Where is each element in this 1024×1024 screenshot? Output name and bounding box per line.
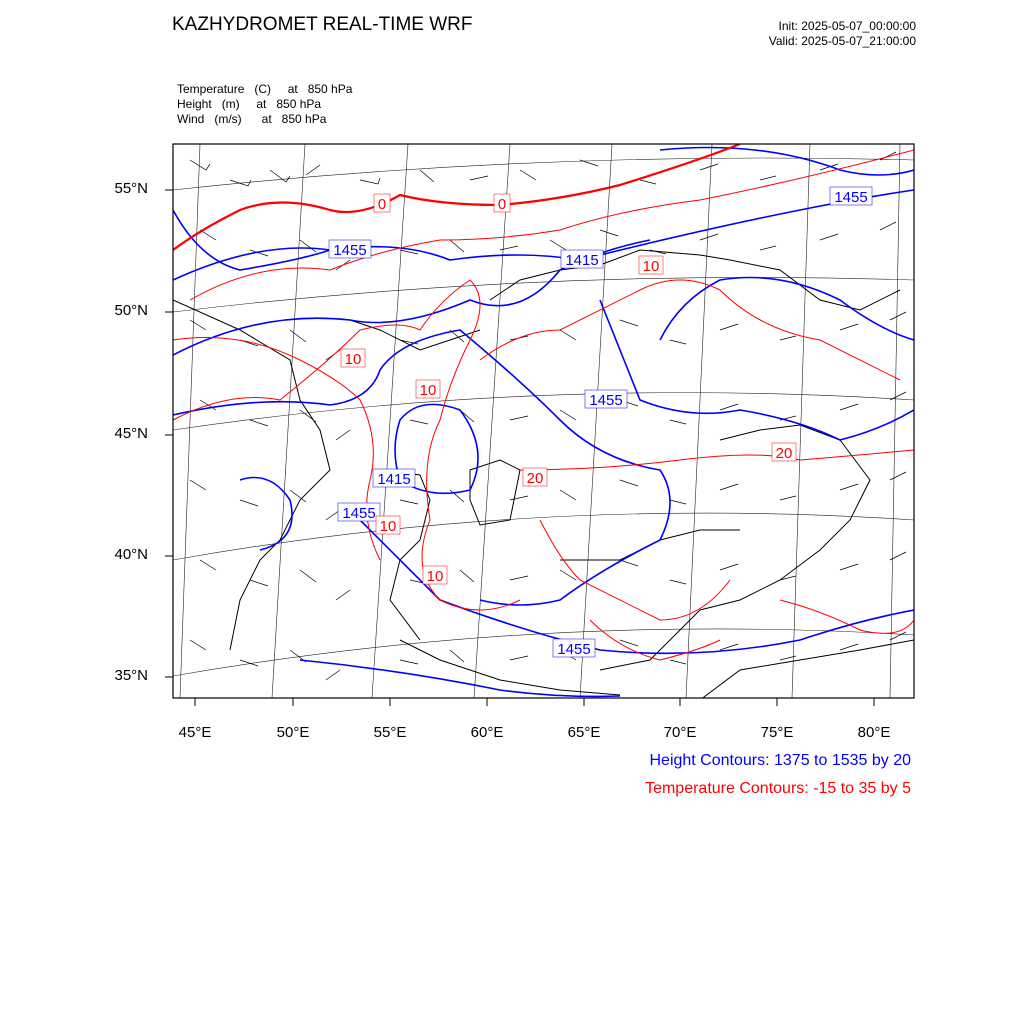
temperature-label: [374, 194, 390, 213]
temperature-label: [416, 380, 440, 399]
temperature-label: [423, 566, 447, 585]
lon-label: 50°E: [276, 724, 310, 741]
temperature-label: [341, 349, 365, 368]
temperature-label-text: 0: [377, 196, 387, 213]
height-label: [561, 250, 603, 269]
height-label-text: 1455: [589, 392, 623, 409]
lon-label: 55°E: [373, 724, 407, 741]
height-contours-legend: Height Contours: 1375 to 1535 by 20: [649, 752, 911, 769]
lon-label: 70°E: [663, 724, 697, 741]
temperature-label-text: 10: [426, 568, 444, 585]
lon-label: 65°E: [567, 724, 601, 741]
lat-label: 35°N: [114, 667, 148, 684]
lat-label: 45°N: [114, 425, 148, 442]
height-label-text: 1455: [557, 641, 591, 658]
lat-label: 55°N: [114, 180, 148, 197]
height-contours: [173, 148, 914, 697]
height-label-text: 1415: [377, 471, 411, 488]
variable-list: [177, 82, 352, 127]
temperature-contours-legend: Temperature Contours: -15 to 35 by 5: [645, 780, 911, 797]
height-label: [373, 469, 415, 488]
height-label: [553, 639, 595, 658]
map-title: KAZHYDROMET REAL-TIME WRF: [172, 14, 473, 35]
lon-label: 60°E: [470, 724, 504, 741]
temperature-label-text: 10: [344, 351, 362, 368]
height-label-text: 1455: [342, 505, 376, 522]
wind-barbs: [190, 152, 906, 680]
temperature-label: [523, 468, 547, 487]
temperature-label: [772, 443, 796, 462]
height-label-text: 1415: [565, 252, 599, 269]
height-label-text: 1455: [333, 242, 367, 259]
temperature-label-text: 10: [379, 518, 397, 535]
temperature-label: [639, 256, 663, 275]
valid-time: Valid: 2025-05-07_21:00:00: [768, 34, 916, 48]
height-label: [585, 390, 627, 409]
temperature-label-text: 20: [526, 470, 544, 487]
temperature-label: [494, 194, 510, 213]
temperature-label-text: 10: [642, 258, 660, 275]
height-label: [329, 240, 371, 259]
lat-label: 40°N: [114, 546, 148, 563]
lon-label: 45°E: [178, 724, 212, 741]
plot-frame: [173, 144, 914, 698]
temperature-label-text: 10: [419, 382, 437, 399]
temperature-label-text: 20: [775, 445, 793, 462]
lat-label: 50°N: [114, 302, 148, 319]
variable-wind: Wind (m/s) at 850 hPa: [177, 112, 327, 126]
height-label-text: 1455: [834, 189, 868, 206]
temperature-label: [376, 516, 400, 535]
lon-label: 80°E: [857, 724, 891, 741]
height-label: [338, 503, 380, 522]
init-time: Init: 2025-05-07_00:00:00: [778, 19, 916, 33]
temperature-label-text: 0: [497, 196, 507, 213]
variable-temperature: Temperature (C) at 850 hPa: [177, 82, 353, 96]
forecast-times: [769, 19, 916, 49]
height-label: [830, 187, 872, 206]
variable-height: Height (m) at 850 hPa: [177, 97, 322, 111]
graticule: [173, 144, 914, 698]
lon-label: 75°E: [760, 724, 794, 741]
